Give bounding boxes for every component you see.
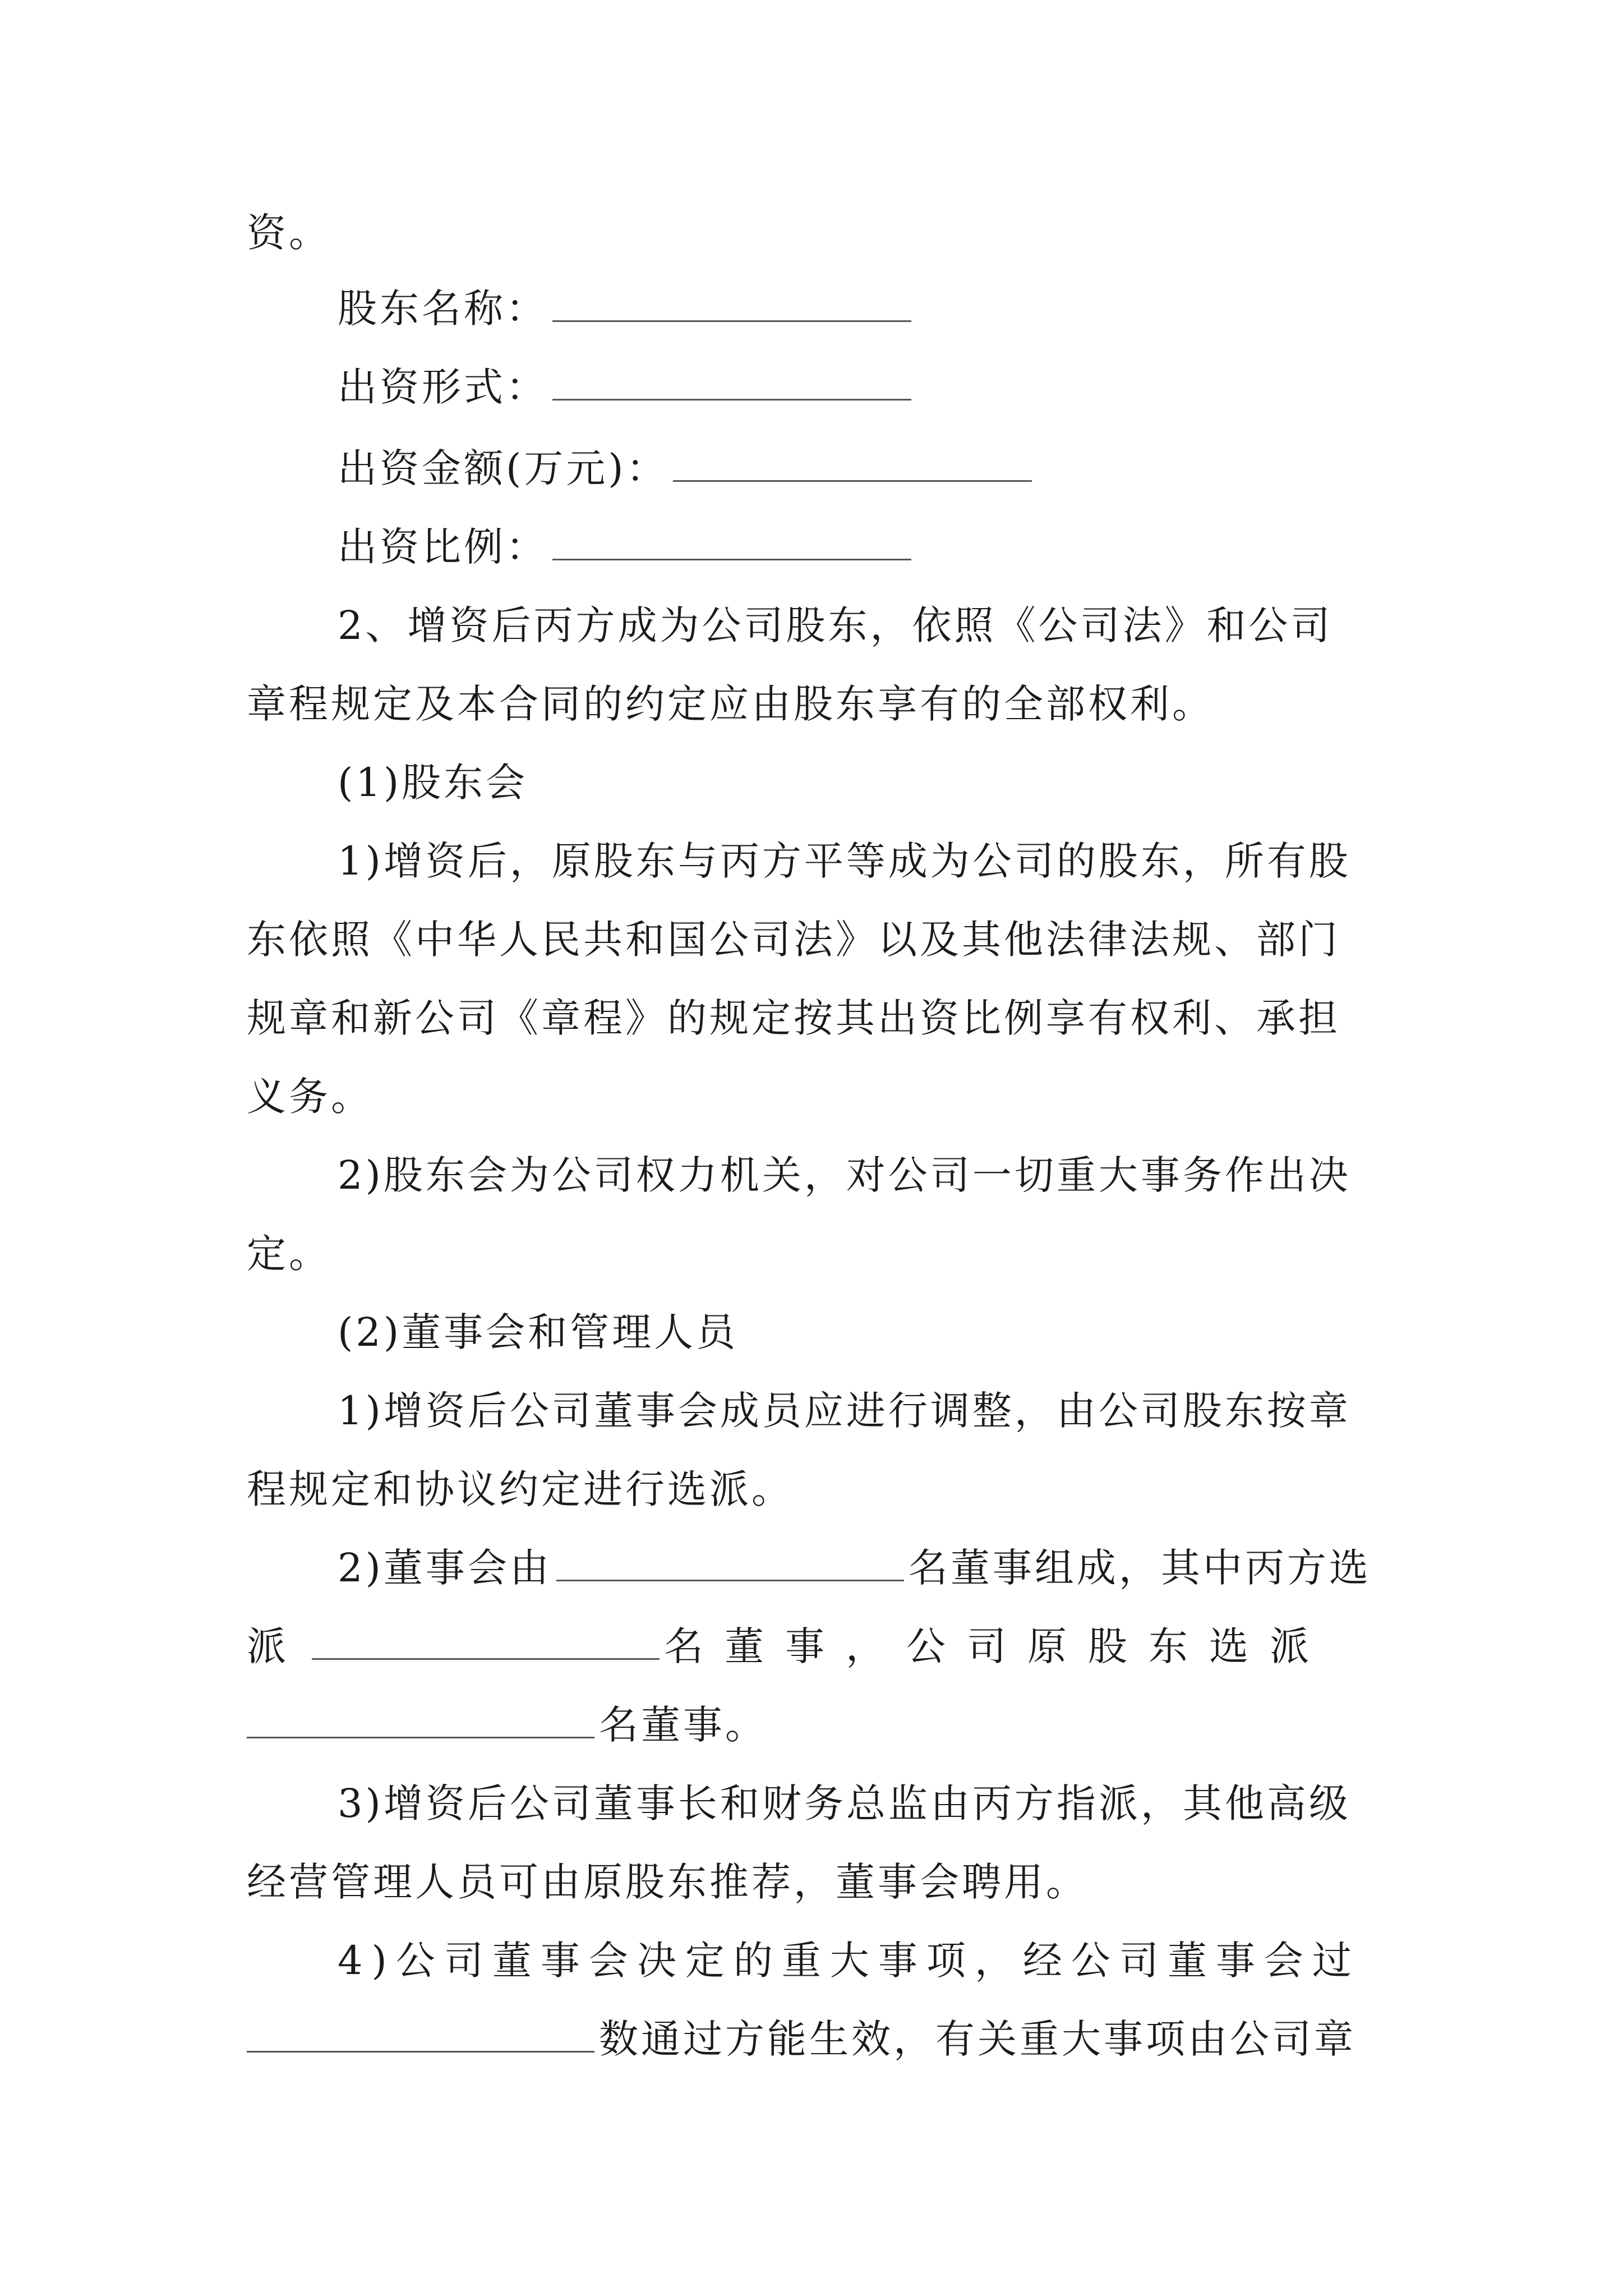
party-c-directors-blank[interactable] [312,1628,660,1660]
line-text: 派 [247,1623,307,1669]
contribution-form-label: 出资形式： [338,364,548,410]
line-text: 名董事。 [599,1702,767,1748]
original-directors-row [247,1703,1391,1747]
vote-threshold-blank[interactable] [247,2021,594,2053]
text-line [338,603,1482,648]
text-line [247,1860,1391,1904]
text-line [247,1231,1391,1276]
line-text: (1)股东会 [338,760,528,806]
contribution-form-blank[interactable] [552,369,911,401]
text-line [338,839,1482,884]
contribution-amount-row [338,446,1482,491]
contribution-ratio-blank[interactable] [552,528,911,560]
original-directors-blank[interactable] [247,1706,594,1738]
line-text: 4)公司董事会决定的重大事项，经公司董事会过 [338,1938,1361,1984]
line-text: 名董事组成，其中丙方选 [908,1545,1371,1591]
line-text: 名董事，公司原股东选派 [664,1623,1330,1669]
line-text: 1)增资后公司董事会成员应进行调整，由公司股东按章 [338,1388,1351,1434]
line-text: 定。 [247,1231,331,1277]
text-line [247,1074,1391,1119]
vote-threshold-row [247,2017,1391,2062]
line-text: (2)董事会和管理人员 [338,1309,739,1355]
text-line [338,1781,1482,1826]
line-text: 2)股东会为公司权力机关，对公司一切重大事务作出决 [338,1152,1351,1198]
line-text: 义务。 [247,1074,373,1120]
section-heading [338,760,1482,805]
party-c-directors-row [247,1624,1391,1669]
line-text: 数通过方能生效，有关重大事项由公司章 [599,2016,1356,2062]
text-line [338,1388,1482,1433]
line-text: 东依照《中华人民共和国公司法》以及其他法律法规、部门 [247,917,1340,963]
shareholder-name-blank[interactable] [552,290,911,322]
contribution-form-row [338,365,1482,409]
line-text: 2)董事会由 [338,1545,552,1591]
text-line [247,682,1391,726]
line-text: 经营管理人员可由原股东推荐，董事会聘用。 [247,1859,1088,1905]
board-size-row [338,1545,1482,1590]
contribution-amount-blank[interactable] [673,450,1032,482]
contribution-amount-label: 出资金额(万元)： [338,445,668,491]
line-text: 资。 [247,210,331,256]
text-line [338,1938,1482,1983]
line-text: 3)增资后公司董事长和财务总监由丙方指派，其他高级 [338,1780,1351,1826]
line-text: 1)增资后，原股东与丙方平等成为公司的股东，所有股 [338,838,1351,884]
text-line [247,1467,1391,1512]
contribution-ratio-label: 出资比例： [338,524,548,570]
text-line [247,210,1391,255]
line-text: 章程规定及本合同的约定应由股东享有的全部权利。 [247,681,1214,727]
board-size-blank[interactable] [556,1549,904,1581]
shareholder-name-label: 股东名称： [338,286,548,332]
contribution-ratio-row [338,524,1482,569]
text-line [247,996,1391,1041]
section-heading [338,1310,1482,1355]
shareholder-name-row [338,286,1482,331]
line-text: 规章和新公司《章程》的规定按其出资比例享有权利、承担 [247,995,1340,1041]
text-line [338,1153,1482,1198]
line-text: 2、增资后丙方成为公司股东，依照《公司法》和公司 [338,602,1333,648]
line-text: 程规定和协议约定进行选派。 [247,1466,794,1512]
text-line [247,917,1391,962]
